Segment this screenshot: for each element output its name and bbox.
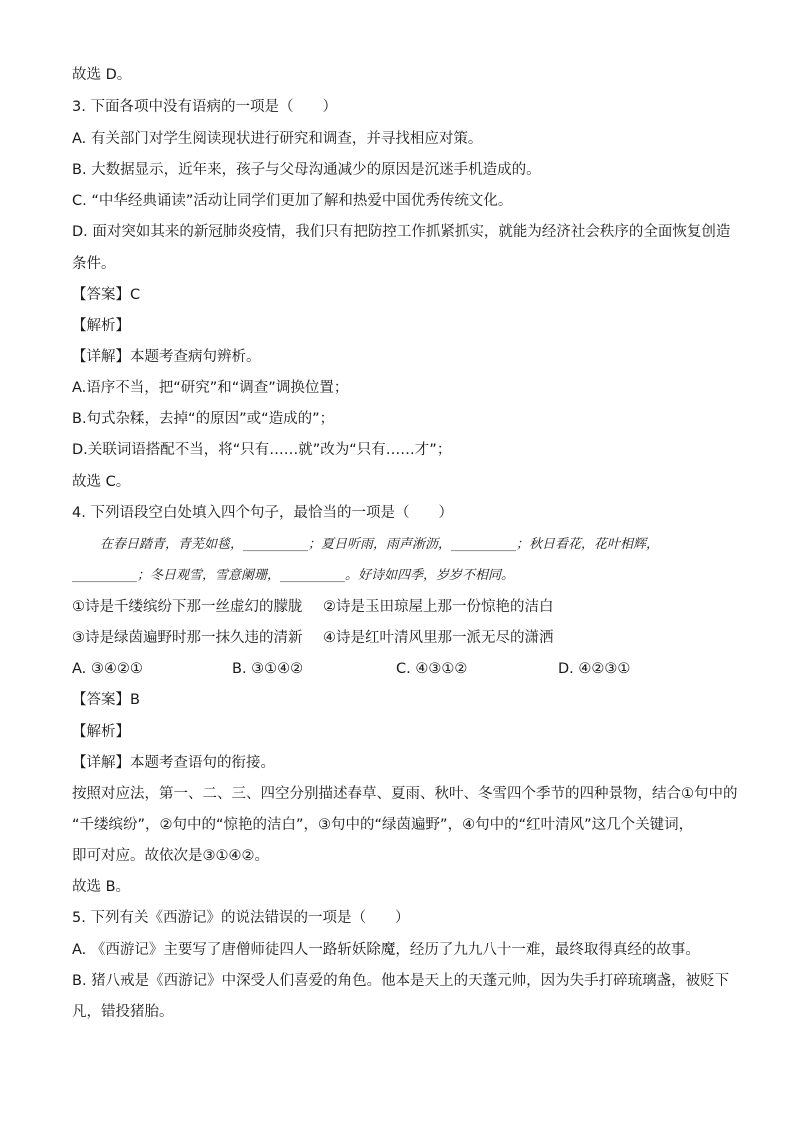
detail-line: “千缕缤纷”，②句中的“惊艳的洁白”，③句中的“绿茵遍野”，④句中的“红叶清风”这几个关键词，	[72, 817, 694, 833]
question-3-option-a: A. 有关部门对学生阅读现状进行研究和调查，并寻找相应对策。	[72, 131, 483, 147]
answer-label: 【答案】C	[72, 287, 141, 303]
answer-label: 【答案】B	[72, 692, 140, 708]
analysis-label: 【解析】	[72, 318, 130, 334]
detail-line: 【详解】本题考查病句辨析。	[72, 349, 261, 365]
text-line: 故选 D。	[72, 67, 132, 83]
detail-line: 【详解】本题考查语句的衔接。	[72, 755, 275, 771]
question-5-option-a: A. 《西游记》主要写了唐僧师徒四人一路斩妖除魔，经历了九九八十一难，最终取得真经的故事。	[72, 942, 700, 958]
sentence-3: ③诗是绿茵遍野时那一抹久违的清新	[72, 630, 303, 646]
conclusion-line: 故选 B。	[72, 879, 131, 895]
question-4-stem: 4. 下列语段空白处填入四个句子，最恰当的一项是（ ）	[72, 505, 453, 521]
question-5-option-b-cont: 凡，错投猪胎。	[72, 1004, 174, 1020]
question-3-option-d-cont: 条件。	[72, 256, 116, 272]
question-4-option-c: C. ④③①②	[396, 661, 468, 677]
passage-line: 在春日踏青，青芜如毯，__________；夏日听雨，雨声淅沥，__________；秋日看花，花叶相辉，	[100, 537, 660, 552]
question-3-option-d: D. 面对突如其来的新冠肺炎疫情，我们只有把防控工作抓紧抓实，就能为经济社会秩序的全面恢复创造	[72, 224, 731, 240]
question-3-option-c: C. “中华经典诵读”活动让同学们更加了解和热爱中国优秀传统文化。	[72, 193, 513, 209]
conclusion-line: 故选 C。	[72, 474, 131, 490]
question-4-option-a: A. ③④②①	[72, 661, 143, 677]
sentence-2: ②诗是玉田琼屋上那一份惊艳的洁白	[323, 599, 554, 615]
analysis-label: 【解析】	[72, 724, 130, 740]
question-5-stem: 5. 下列有关《西游记》的说法错误的一项是（ ）	[72, 910, 410, 926]
detail-line: 即可对应。故依次是③①④②。	[72, 848, 269, 864]
sentence-1: ①诗是千缕缤纷下那一丝虚幻的朦胧	[72, 599, 303, 615]
question-5-option-b: B. 猪八戒是《西游记》中深受人们喜爱的角色。他本是天上的天蓬元帅，因为失手打碎琉璃盏，被贬下	[72, 973, 730, 989]
detail-line: D.关联词语搭配不当，将“只有……就”改为“只有……才”；	[72, 442, 452, 458]
question-4-option-d: D. ④②③①	[558, 661, 631, 677]
detail-line: B.句式杂糅，去掉“的原因”或“造成的”；	[72, 411, 335, 427]
question-4-option-b: B. ③①④②	[232, 661, 304, 677]
sentence-4: ④诗是红叶清风里那一派无尽的潇洒	[323, 630, 554, 646]
detail-line: 按照对应法，第一、二、三、四空分别描述春草、夏雨、秋叶、冬雪四个季节的四种景物，结合①句中的	[72, 786, 738, 802]
question-3-option-b: B. 大数据显示，近年来，孩子与父母沟通减少的原因是沉迷手机造成的。	[72, 162, 541, 178]
question-3-stem: 3. 下面各项中没有语病的一项是（ ）	[72, 99, 337, 115]
detail-line: A.语序不当，把“研究”和“调查”调换位置；	[72, 380, 349, 396]
passage-line: __________；冬日观雪，雪意阑珊，__________。好诗如四季，岁岁不相同。	[72, 568, 515, 583]
